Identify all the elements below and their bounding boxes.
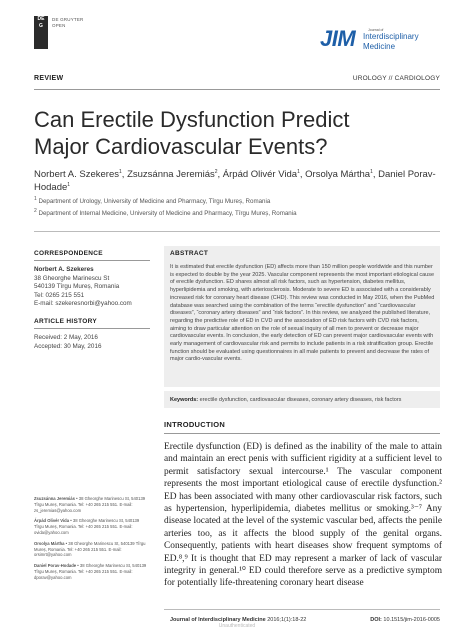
affil-marker: 1 xyxy=(119,168,122,175)
publisher-name-line: DE GRUYTER xyxy=(52,17,84,22)
abstract-text: It is estimated that erectile dysfunction (ED) affects more than 150 million people worldwide and this number is expected to double by the year 2025. Vascular component represents the most important etiological cause of erectile dysfunction. ED shares almost all risk factors, such as hypertension, diabetes mellitus, hyperlipidemia and smoking, with arteriosclerosis. Moderate to severe ED is associated with a considerably increased risk for coronary heart disease (CHD). This review was conducted in May 2016, when the PubMed database was searched using the combination of the terms “erectile dysfunction” and “cardiovascular diseases”, “coronary artery diseases” and “risk factors”. In this review, we analyzed the published literature, regarding the predictive role of ED in CVD and the association of ED risk factors with CVD risk factors, aiming to draw particular attention on the role of sexual inquiry of all men to prevent or decrease major cardiovascular events. In conclusion, the early detection of ED can prevent major cardiovascular events with early management of cardiovascular risk and permits to include patients in a risk stratification group. Erectile function should be evaluated using questionnaires in all male patients to prevent and decrease the rates of major cardio-vascular events. xyxy=(170,264,435,363)
publisher-name-line: OPEN xyxy=(52,22,66,28)
divider xyxy=(34,89,440,90)
correspondence-label: CORRESPONDENCE xyxy=(34,250,103,257)
correspondence-email[interactable]: E-mail: szekeresnorbi@yahoo.com xyxy=(34,300,132,307)
publisher-logo xyxy=(34,16,48,49)
abstract-label: ABSTRACT xyxy=(170,250,209,257)
contact-entry xyxy=(34,541,150,558)
affil-marker: 1 xyxy=(67,181,71,188)
publisher-name xyxy=(52,17,84,28)
divider xyxy=(34,231,440,232)
affil-marker: 1 xyxy=(297,168,300,175)
author-name: , Daniel Porav-Hodade xyxy=(34,169,436,193)
contact-text: • 38 Gheorghe Marinescu St, 540139 Tîrgu Mureș, Romania. Tel: +40 265 215 551. E-mail: zs_jeremias@yahoo.com xyxy=(34,496,146,513)
article-title xyxy=(34,106,440,160)
footer-volume: 2016;1(1):18-22 xyxy=(265,617,307,623)
affil-text: Department of Internal Medicine, University of Medicine and Pharmacy, Tîrgu Mureș, Romania xyxy=(38,210,297,217)
author-name: , Orsolya Mártha xyxy=(299,169,371,180)
doi-label: DOI: xyxy=(370,617,382,623)
divider xyxy=(164,433,440,434)
affiliation xyxy=(34,195,440,206)
keywords-text: erectile dysfunction, cardiovascular diseases, coronary artery diseases, risk factors xyxy=(198,397,402,403)
title-line: Can Erectile Dysfunction Predict xyxy=(34,107,350,132)
author-contacts xyxy=(34,496,150,581)
contact-text: • 38 Gheorghe Marinescu St, 540139 Tîrgu Mureș, Romania. Tel: +40 265 215 551. E-mail: ovida@yahoo.com xyxy=(34,518,140,535)
title-line: Major Cardiovascular Events? xyxy=(34,134,328,159)
contact-name: Orsolya Mártha xyxy=(34,540,65,546)
affil-text: Department of Urology, University of Medicine and Pharmacy, Tîrgu Mureș, Romania xyxy=(38,198,271,205)
contact-entry xyxy=(34,496,150,513)
journal-name-line: Interdisciplinary xyxy=(363,32,419,41)
footer-journal: Journal of Interdisciplinary Medicine xyxy=(170,617,266,623)
journal-logo: JIM xyxy=(320,26,356,51)
correspondence-line: 38 Gheorghe Marinescu St xyxy=(34,274,110,282)
journal-name-line: Medicine xyxy=(363,41,396,51)
correspondence-line: Tel: 0265 215 551 xyxy=(34,291,85,299)
doi-value[interactable]: 10.1515/jim-2016-0005 xyxy=(381,617,440,623)
affil-number: 1 xyxy=(34,195,37,202)
journal-small-label: Journal of xyxy=(368,28,384,32)
publisher-logo-line: G xyxy=(39,23,43,29)
publisher-logo-line: DE xyxy=(37,16,45,22)
divider xyxy=(164,609,440,610)
article-history-label: ARTICLE HISTORY xyxy=(34,318,98,325)
introduction-text: Erectile dysfunction (ED) is defined as the inability of the male to attain and maintain an erect penis with sufficient rigidity at a sufficient level to permit satisfactory sexual intercourse.¹ The vascular component represents the most important etiological cause of erectile dysfunction.² ED has been associated with many other cardiovascular risk factors, such as hypertension, hyperlipidemia, diabetes mellitus or smoking.³⁻⁷ Any disease located at the level of the systemic vascular bed, affects the penile arteries too, as it affects the blood supply of the genital organs. Consequently, patients with heart diseases show frequent symptoms of ED.⁸,⁹ It is thought that ED may represent a marker of lack of vascular integrity in general.¹⁰ ED could therefore serve as a predictive symptom for potentially life-threatening coronary heart disease xyxy=(164,442,442,589)
author-name: Norbert A. Szekeres xyxy=(34,169,120,180)
affil-number: 2 xyxy=(34,207,37,214)
contact-entry xyxy=(34,563,150,580)
contact-name: Daniel Porav-Hodade xyxy=(34,563,77,569)
received-date: Received: 2 May, 2016 xyxy=(34,334,98,341)
contact-name: Zsuzsánna Jeremiás xyxy=(34,496,75,501)
correspondence-name: Norbert A. Szekeres xyxy=(34,266,94,273)
correspondence-block xyxy=(34,250,150,309)
article-type: REVIEW xyxy=(34,75,64,82)
affil-marker: 2 xyxy=(214,168,218,175)
contact-entry xyxy=(34,518,150,535)
article-history-block xyxy=(34,318,150,351)
keywords xyxy=(170,397,435,403)
journal-name xyxy=(363,32,419,51)
divider xyxy=(34,328,150,329)
divider xyxy=(34,260,150,261)
contact-name: Árpád Olivér Vida xyxy=(34,518,70,524)
introduction-heading: INTRODUCTION xyxy=(164,420,226,429)
section-tag: UROLOGY // CARDIOLOGY xyxy=(352,75,440,82)
contact-text: • 38 Gheorghe Marinescu St, 540139 Tîrgu Mureș, Romania. Tel: +40 265 215 551. E-mail: orsimrt@yahoo.com xyxy=(34,540,146,558)
affil-marker: 1 xyxy=(370,168,373,175)
affiliation xyxy=(34,207,440,218)
author-list xyxy=(34,168,440,194)
correspondence-line: 540139 Tîrgu Mureș, Romania xyxy=(34,283,120,290)
author-name: , Árpád Olivér Vida xyxy=(217,169,298,180)
accepted-date: Accepted: 30 May, 2016 xyxy=(34,342,102,350)
download-watermark: Unauthenticated xyxy=(218,623,256,629)
contact-text: • 38 Gheorghe Marinescu St, 540139 Tîrgu Mureș, Romania. Tel: +40 265 215 551. E-mail: dporav@yahoo.com xyxy=(34,563,147,580)
author-name: , Zsuzsánna Jeremiás xyxy=(121,169,215,180)
keywords-label: Keywords: xyxy=(170,397,199,403)
